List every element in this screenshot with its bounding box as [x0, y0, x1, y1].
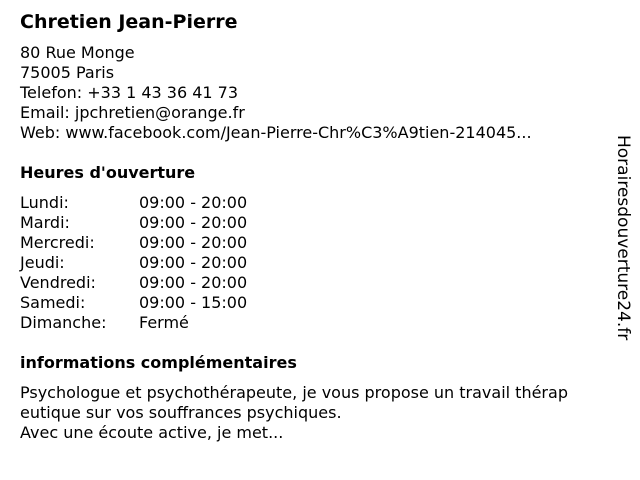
day-label: Jeudi: — [20, 253, 65, 272]
day-label: Mardi: — [20, 213, 70, 232]
time-value: 09:00 - 15:00 — [139, 293, 248, 312]
watermark-text: Horairesdouverture24.fr — [613, 135, 633, 341]
info-heading: informations complémentaires — [20, 353, 297, 372]
hours-row — [20, 193, 247, 213]
hours-heading: Heures d'ouverture — [20, 163, 196, 182]
hours-row — [20, 313, 247, 333]
time-value: 09:00 - 20:00 — [139, 253, 248, 272]
description — [20, 383, 612, 443]
web-text: Web: www.facebook.com/Jean-Pierre-Chr%C3%A9tien-214045... — [20, 123, 532, 142]
time-value: 09:00 - 20:00 — [139, 273, 248, 292]
hours-row — [20, 293, 247, 313]
description-line: Avec une écoute active, je met... — [20, 423, 284, 442]
hours-row — [20, 233, 247, 253]
description-line: eutique sur vos souffrances psychiques. — [20, 403, 342, 422]
address-street: 80 Rue Monge — [20, 43, 135, 62]
hours-row — [20, 253, 247, 273]
time-value: 09:00 - 20:00 — [139, 213, 248, 232]
day-label: Lundi: — [20, 193, 69, 212]
hours-row — [20, 273, 247, 293]
phone-text: Telefon: +33 1 43 36 41 73 — [20, 83, 239, 102]
day-label: Mercredi: — [20, 233, 95, 252]
opening-hours-table — [20, 193, 247, 333]
time-value: 09:00 - 20:00 — [139, 193, 248, 212]
hours-row — [20, 213, 247, 233]
description-line: Psychologue et psychothérapeute, je vous propose un travail thérap — [20, 383, 568, 402]
address-city: 75005 Paris — [20, 63, 115, 82]
time-value: Fermé — [139, 313, 189, 332]
day-label: Samedi: — [20, 293, 86, 312]
time-value: 09:00 - 20:00 — [139, 233, 248, 252]
day-label: Dimanche: — [20, 313, 107, 332]
business-name: Chretien Jean-Pierre — [20, 11, 238, 33]
business-card — [20, 10, 612, 443]
email-text: Email: jpchretien@orange.fr — [20, 103, 245, 122]
day-label: Vendredi: — [20, 273, 96, 292]
